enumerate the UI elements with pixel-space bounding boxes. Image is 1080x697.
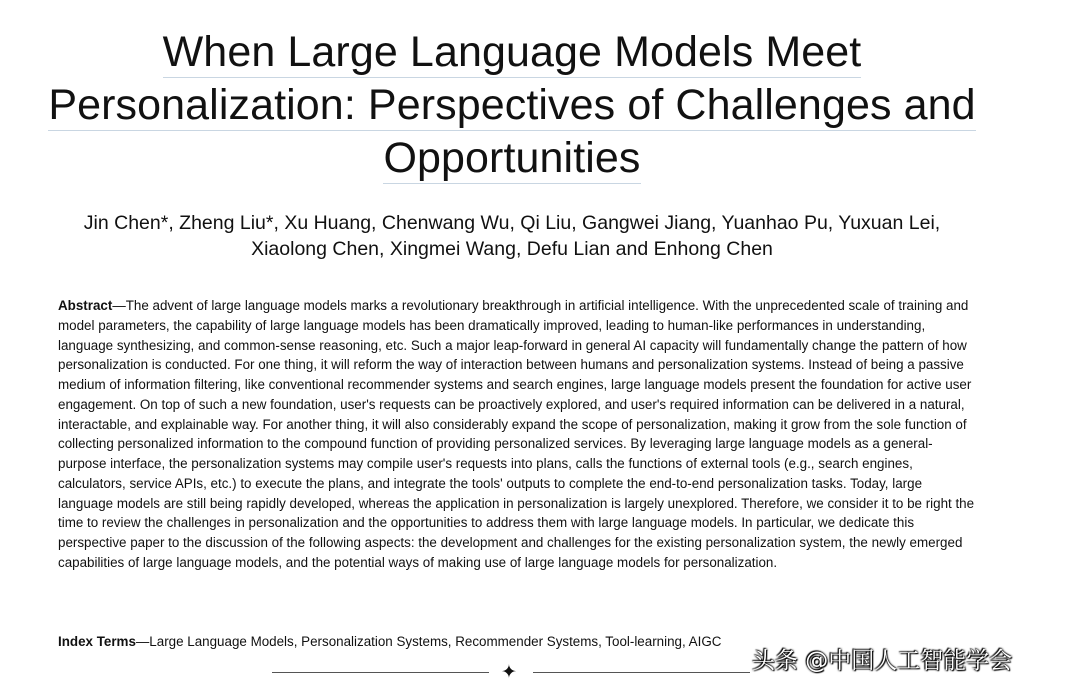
index-terms-text: —Large Language Models, Personalization Systems, Recommender Systems, Tool-learning, AIGC: [135, 634, 722, 649]
paper-title: [0, 26, 1024, 185]
title-line-3: [0, 132, 1024, 185]
abstract-text: —The advent of large language models marks a revolutionary breakthrough in artificial intelligence. With the unprecedented scale of training and model parameters, the capability of large language models has been dramatically improved, leading to human-like performances in understanding, language synthesizing, and common-sense reasoning, etc. Such a major leap-forward in general AI capacity will fundamentally change the pattern of how personalization is conducted. For one thing, it will reform the way of interaction between humans and personalization systems. Instead of being a passive medium of information filtering, like conventional recommender systems and search engines, large language models present the foundation for active user engagement. On top of such a new foundation, user's requests can be proactively explored, and user's required information can be delivered in a natural, interactable, and explainable way. For another thing, it will also considerably expand the scope of personalization, making it grow from the sole function of collecting personalized information to the compound function of providing personalized services. By leveraging large language models as a general-purpose interface, the personalization systems may compile user's requests into plans, calls the functions of external tools (e.g., search engines, calculators, service APIs, etc.) to execute the plans, and integrate the tools' outputs to complete the end-to-end personalization tasks. Today, large language models are still being rapidly developed, whereas the application in personalization is largely unexplored. Therefore, we consider it to be right the time to review the challenges in personalization and the opportunities to address them with large language models. In particular, we dedicate this perspective paper to the discussion of the following aspects: the development and challenges for the existing personalization system, the newly emerged capabilities of large language models, and the potential ways of making use of large language models for personalization.: [58, 298, 975, 570]
author-line-1: Jin Chen*, Zheng Liu*, Xu Huang, Chenwang Wu, Qi Liu, Gangwei Jiang, Yuanhao Pu, Yuxuan Lei,: [83, 212, 941, 234]
watermark: 头条 @中国人工智能学会: [752, 648, 1013, 674]
index-terms-label: Index Terms: [58, 634, 136, 649]
title-line-2-text: Personalization: Perspectives of Challenges and: [48, 81, 976, 129]
title-line-3-text: Opportunities: [383, 134, 641, 182]
abstract-label: Abstract: [58, 298, 113, 313]
title-line-1-text: When Large Language Models Meet: [162, 28, 862, 76]
author-list: [0, 210, 1024, 262]
author-line-2: Xiaolong Chen, Xingmei Wang, Defu Lian and Enhong Chen: [251, 238, 773, 260]
separator-line-left: [272, 672, 489, 673]
separator-diamond-icon: ✦: [501, 661, 517, 683]
title-line-2: [0, 79, 1024, 132]
title-line-1: [0, 26, 1024, 79]
abstract: [58, 296, 978, 573]
separator-line-right: [533, 672, 750, 673]
